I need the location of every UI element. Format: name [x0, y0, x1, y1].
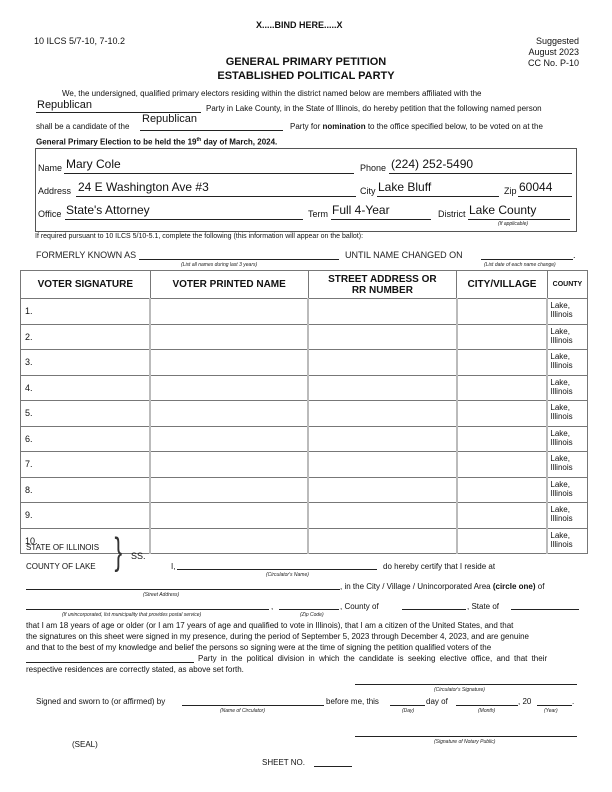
county-line1: Lake, — [550, 301, 570, 310]
brace-icon: } — [114, 531, 123, 573]
notary-signature-line[interactable] — [355, 736, 577, 737]
party-affidavit-line[interactable] — [26, 662, 194, 663]
county-line1: Lake, — [550, 403, 570, 412]
zip-code-line[interactable] — [279, 609, 339, 610]
voter-signature-cell[interactable]: 6. — [21, 426, 151, 452]
bind-here-label: X.....BIND HERE.....X — [256, 20, 343, 30]
intro-party-for: Party for — [290, 122, 321, 131]
street-address-cell[interactable] — [308, 528, 457, 554]
city-field[interactable]: Lake Bluff — [378, 180, 432, 194]
affidavit-para-line1: that I am 18 years of age or older (or I am 17 years of age and qualified to vote in Illinois), that I am a citizen of the United States, and that — [26, 621, 514, 630]
i-label: I, — [171, 562, 176, 571]
city-village-cell[interactable] — [457, 401, 548, 427]
voter-signature-cell[interactable]: 8. — [21, 477, 151, 503]
affidavit-para-line4: Party in the political division in which the candidate is seeking elective office, and that their — [198, 654, 548, 663]
district-label: District — [438, 209, 466, 219]
street-address-cell[interactable] — [308, 350, 457, 376]
voter-printed-name-cell[interactable] — [150, 401, 308, 427]
county-cell[interactable] — [547, 452, 587, 478]
notary-signature-hint: (Signature of Notary Public) — [434, 739, 496, 745]
header-street-address — [308, 271, 457, 299]
day-line[interactable] — [390, 705, 425, 706]
form-date: August 2023 — [528, 47, 579, 57]
county-cell[interactable] — [547, 528, 587, 554]
county-line2: Illinois — [550, 412, 573, 421]
header-street-line2: RR NUMBER — [351, 284, 413, 296]
voter-signature-cell[interactable]: 7. — [21, 452, 151, 478]
county-cell[interactable] — [547, 426, 587, 452]
table-row — [21, 477, 588, 503]
city-village-cell[interactable] — [457, 452, 548, 478]
party1-field[interactable]: Republican — [37, 99, 93, 111]
county-cell[interactable] — [547, 324, 587, 350]
affidavit-para-line5: respective residences are correctly stated, as above set forth. — [26, 665, 244, 674]
zip-field[interactable]: 60044 — [519, 180, 553, 194]
name-label: Name — [38, 163, 63, 173]
suggested-label: Suggested — [535, 36, 579, 46]
phone-field[interactable]: (224) 252-5490 — [391, 157, 474, 171]
phone-line — [389, 173, 572, 174]
voter-printed-name-cell[interactable] — [150, 503, 308, 529]
voter-signature-cell[interactable]: 1. — [21, 299, 151, 325]
voter-printed-name-cell[interactable] — [150, 375, 308, 401]
county-of-label: , County of — [340, 602, 379, 611]
table-row — [21, 401, 588, 427]
state-of-label: , State of — [467, 602, 500, 611]
election-date-text: General Primary Election to be held the 19 — [36, 137, 197, 147]
signed-sworn-text: Signed and sworn to (or affirmed) by — [36, 697, 166, 706]
until-line[interactable] — [481, 259, 573, 260]
district-line — [468, 219, 570, 220]
circulator-name-hint: (Circulator's Name) — [266, 572, 309, 578]
county-line2: Illinois — [550, 335, 573, 345]
header-voter-signature: VOTER SIGNATURE — [21, 271, 151, 299]
day-hint: (Day) — [402, 708, 415, 714]
table-row — [21, 299, 588, 325]
twenty-text: , 20 — [518, 697, 532, 706]
header-street-line1: STREET ADDRESS OR — [328, 273, 437, 285]
street-address-cell[interactable] — [308, 401, 457, 427]
county-line2: Illinois — [550, 310, 573, 319]
county-cell[interactable] — [547, 401, 587, 427]
fka-hint: (List all names during last 3 years) — [181, 262, 258, 268]
month-hint: (Month) — [478, 708, 496, 714]
phone-label: Phone — [360, 163, 387, 173]
until-hint: (List date of each name change) — [484, 262, 556, 268]
party2-field[interactable]: Republican — [142, 113, 198, 125]
county-of-line[interactable] — [402, 609, 466, 610]
name-of-circulator-line[interactable] — [182, 705, 324, 706]
month-line[interactable] — [456, 705, 518, 706]
intro-line3-end: to the office specified below, to be voted on at the — [367, 122, 543, 131]
street-address-cell[interactable] — [308, 452, 457, 478]
election-date-line — [36, 137, 277, 147]
voter-printed-name-cell[interactable] — [150, 299, 308, 325]
affidavit-para-line2: the signatures on this sheet were signed in my presence, during the period of September 5, 2023 through December 4, 2023, and are genuine — [26, 632, 529, 641]
county-line2: Illinois — [550, 361, 573, 370]
voter-signature-table — [20, 270, 588, 554]
county-cell[interactable] — [547, 477, 587, 503]
year-hint: (Year) — [544, 708, 558, 714]
intro-nomination: nomination — [322, 122, 366, 131]
until-period: . — [573, 250, 576, 260]
intro-line3-start: shall be a candidate of the — [36, 122, 130, 131]
city-village-text-b: of — [535, 582, 545, 591]
header-voter-printed-name: VOTER PRINTED NAME — [150, 271, 308, 299]
term-label: Term — [308, 209, 328, 219]
county-line2: Illinois — [550, 463, 573, 472]
zip-line — [518, 196, 572, 197]
voter-signature-cell[interactable]: 2. — [21, 324, 151, 350]
table-row — [21, 350, 588, 376]
address-line — [76, 196, 356, 197]
municipality-hint: (If unincorporated, list municipality that provides postal service) — [62, 612, 202, 618]
party2-line — [140, 130, 283, 131]
name-field[interactable]: Mary Cole — [66, 157, 121, 171]
street-address-cell[interactable] — [308, 324, 457, 350]
term-line — [331, 219, 431, 220]
county-line1: Lake, — [550, 377, 570, 387]
county-line2: Illinois — [550, 386, 573, 396]
city-village-cell[interactable] — [457, 426, 548, 452]
affidavit-para-line3: and that to the best of my knowledge and belief the persons so signing were at the time of signing the petition qualified voters of the — [26, 643, 492, 652]
election-date-text-end: day of March, 2024. — [201, 137, 278, 147]
city-village-cell[interactable] — [457, 375, 548, 401]
county-line2: Illinois — [550, 539, 573, 549]
table-row — [21, 375, 588, 401]
name-of-circulator-hint: (Name of Circulator) — [220, 708, 266, 714]
sheet-no-line[interactable] — [314, 766, 352, 767]
office-label: Office — [38, 209, 62, 219]
year-period: . — [572, 697, 575, 706]
county-line1: Lake, — [550, 352, 570, 361]
intro-line1: We, the undersigned, qualified primary electors residing within the district named below are members affiliated with the — [62, 89, 482, 98]
county-line2: Illinois — [550, 437, 573, 447]
street-address-cell[interactable] — [308, 375, 457, 401]
intro-line2: Party in Lake County, in the State of Illinois, do hereby petition that the following named person — [206, 104, 542, 113]
county-line1: Lake, — [550, 505, 570, 514]
office-line — [65, 219, 303, 220]
zip-label: Zip — [504, 186, 517, 196]
seal-label: (SEAL) — [72, 740, 98, 749]
circulator-signature-hint: (Circulator's Signature) — [434, 687, 485, 693]
county-cell[interactable] — [547, 350, 587, 376]
comma: , — [271, 602, 274, 611]
zip-code-hint: (Zip Code) — [300, 612, 324, 618]
voter-printed-name-cell[interactable] — [150, 324, 308, 350]
county-line1: Lake, — [550, 454, 570, 463]
ss-label: SS. — [131, 551, 146, 561]
title-general-primary-petition: GENERAL PRIMARY PETITION — [225, 56, 387, 68]
city-village-cell[interactable] — [457, 528, 548, 554]
city-village-cell[interactable] — [457, 477, 548, 503]
city-label: City — [360, 186, 376, 196]
circulator-signature-line[interactable] — [355, 684, 577, 685]
state-of-line[interactable] — [511, 609, 579, 610]
county-line1: Lake, — [550, 479, 570, 489]
city-village-cell[interactable] — [457, 503, 548, 529]
street-address-cell[interactable] — [308, 426, 457, 452]
city-village-text-a: , in the City / Village / Unincorporated Area — [340, 582, 493, 591]
district-field[interactable]: Lake County — [469, 203, 537, 217]
county-line1: Lake, — [550, 530, 570, 540]
until-label: UNTIL NAME CHANGED ON — [345, 250, 463, 260]
table-header-row — [21, 271, 588, 299]
header-county: COUNTY — [547, 271, 587, 299]
county-cell[interactable] — [547, 375, 587, 401]
term-field[interactable]: Full 4-Year — [332, 203, 390, 217]
street-address-line[interactable] — [26, 589, 340, 590]
table-row — [21, 426, 588, 452]
fka-line[interactable] — [139, 259, 339, 260]
county-of-lake: COUNTY OF LAKE — [26, 562, 96, 571]
table-row — [21, 324, 588, 350]
municipality-line[interactable] — [26, 609, 269, 610]
address-field[interactable]: 24 E Washington Ave #3 — [78, 180, 209, 194]
city-village-cell[interactable] — [457, 324, 548, 350]
street-address-cell[interactable] — [308, 299, 457, 325]
voter-signature-cell[interactable]: 3. — [21, 350, 151, 376]
voter-signature-cell[interactable]: 9. — [21, 503, 151, 529]
header-city-village: CITY/VILLAGE — [457, 271, 548, 299]
form-number: CC No. P-10 — [527, 58, 579, 68]
voter-signature-cell[interactable]: 5. — [21, 401, 151, 427]
district-note: (If applicable) — [498, 221, 529, 227]
sheet-no-label: SHEET NO. — [262, 758, 305, 767]
election-date-sup: th — [196, 137, 202, 143]
fka-label: FORMERLY KNOWN AS — [36, 250, 137, 260]
statute-reference: 10 ILCS 5/7-10, 7-10.2 — [34, 36, 126, 46]
office-field[interactable]: State's Attorney — [66, 203, 150, 217]
street-address-hint: (Street Address) — [143, 592, 180, 598]
voter-printed-name-cell[interactable] — [150, 426, 308, 452]
ballot-note: If required pursuant to 10 ILCS 5/10-5.1, complete the following (this information will appear on the ballot): — [35, 233, 364, 240]
certify-text: do hereby certify that I reside at — [383, 562, 496, 571]
city-line — [377, 196, 499, 197]
city-village-cell[interactable] — [457, 299, 548, 325]
city-village-cell[interactable] — [457, 350, 548, 376]
circulator-name-line[interactable] — [177, 569, 377, 570]
voter-printed-name-cell[interactable] — [150, 350, 308, 376]
county-cell[interactable] — [547, 503, 587, 529]
voter-signature-cell[interactable]: 10. — [21, 528, 151, 554]
street-address-cell[interactable] — [308, 503, 457, 529]
county-cell[interactable] — [547, 299, 587, 325]
city-village-text — [340, 582, 544, 591]
voter-printed-name-cell[interactable] — [150, 477, 308, 503]
before-me-text: before me, this — [326, 697, 379, 706]
circle-one-text: (circle one) — [492, 582, 536, 591]
table-row — [21, 452, 588, 478]
county-line2: Illinois — [550, 514, 573, 523]
table-row — [21, 503, 588, 529]
voter-printed-name-cell[interactable] — [150, 528, 308, 554]
county-line1: Lake, — [550, 428, 570, 438]
voter-printed-name-cell[interactable] — [150, 452, 308, 478]
table-row — [21, 528, 588, 554]
title-established-political-party: ESTABLISHED POLITICAL PARTY — [217, 70, 395, 82]
county-line1: Lake, — [550, 326, 570, 336]
name-line — [64, 173, 354, 174]
intro-line3-rest — [290, 122, 543, 131]
year-line[interactable] — [537, 705, 572, 706]
address-label: Address — [38, 186, 72, 196]
day-of-text: day of — [426, 697, 448, 706]
county-line2: Illinois — [550, 488, 573, 498]
voter-signature-cell[interactable]: 4. — [21, 375, 151, 401]
street-address-cell[interactable] — [308, 477, 457, 503]
state-of-illinois: STATE OF ILLINOIS — [26, 543, 100, 552]
